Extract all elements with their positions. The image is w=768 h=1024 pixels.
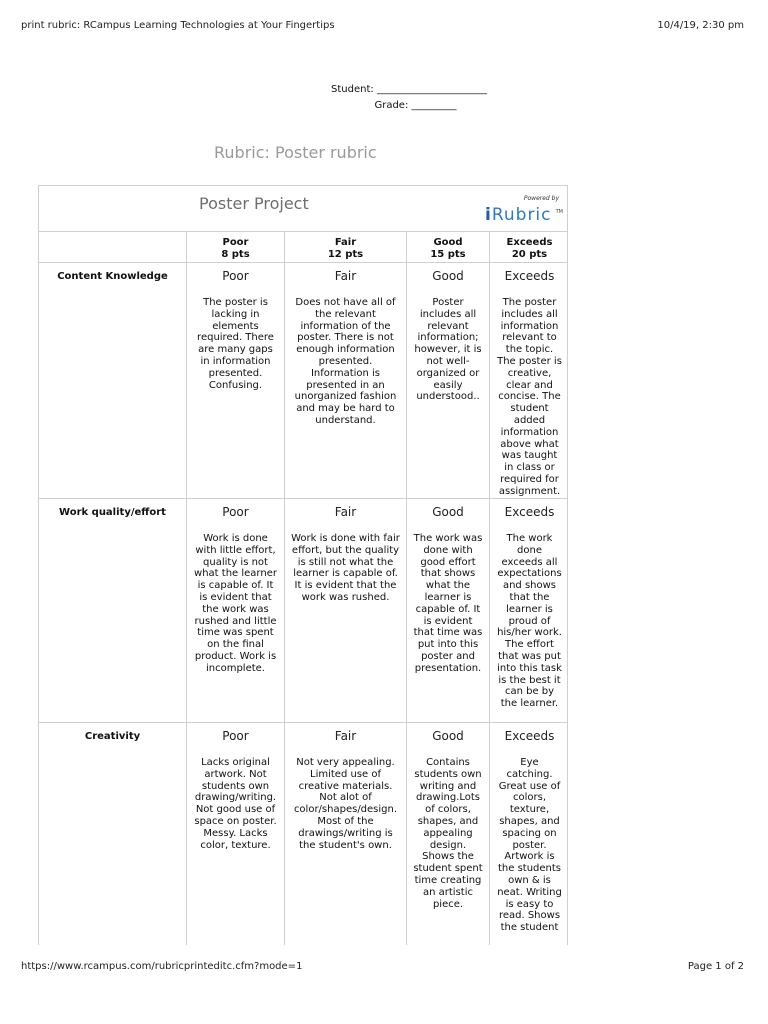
rubric-cell: Exceeds The work done exceeds all expectations and shows that the learner is proud of his/her work. The effort that was put into this task is the best it can be by the learner. <box>490 499 569 723</box>
student-field: Student: ______________________ <box>331 84 487 95</box>
rubric-cell: Good The work was done with good effort that shows what the learner is capable of. It is evident that time was put into this poster and presentation. <box>407 499 490 723</box>
column-header-fair: Fair 12 pts <box>285 232 407 263</box>
column-header-good: Good 15 pts <box>407 232 490 263</box>
project-title: Poster Project <box>199 194 309 213</box>
rubric-row-creativity <box>39 723 569 946</box>
powered-by-text: Powered by <box>523 195 559 202</box>
print-datetime: 10/4/19, 2:30 pm <box>657 20 744 31</box>
rubric-row-work-quality <box>39 499 569 723</box>
rubric-cell: Fair Does not have all of the relevant information of the poster. There is not enough information presented. Information is presented in an unorganized fashion and may be hard to understand. <box>285 263 407 499</box>
rubric-cell: Poor Work is done with little effort, quality is not what the learner is capable of. It is evident that the work was rushed and little time was spent on the final product. Work is incomplete. <box>187 499 285 723</box>
rubric-corner-cell <box>39 232 187 263</box>
irubric-logo: Powered by iRubric TM <box>485 195 563 225</box>
criterion-label: Work quality/effort <box>39 499 187 723</box>
rubric-cell: Exceeds The poster includes all information relevant to the topic. The poster is creative, clear and concise. The student added information above what was taught in class or required for assignment. <box>490 263 569 499</box>
rubric-cell: Poor The poster is lacking in elements required. There are many gaps in information presented. Confusing. <box>187 263 285 499</box>
print-url: https://www.rcampus.com/rubricprinteditс.cfm?mode=1 <box>21 961 303 972</box>
rubric-title: Rubric: Poster rubric <box>214 143 377 162</box>
criterion-label: Creativity <box>39 723 187 946</box>
rubric-cell: Exceeds Eye catching. Great use of colors, texture, shapes, and spacing on poster. Artwork is the students own & is neat. Writing is easy to read. Shows the student <box>490 723 569 946</box>
page-number: Page 1 of 2 <box>687 961 744 972</box>
rubric-cell: Poor Lacks original artwork. Not students own drawing/writing. Not good use of space on poster. Messy. Lacks color, texture. <box>187 723 285 946</box>
rubric-table <box>38 231 568 945</box>
rubric-cell: Good Contains students own writing and drawing.Lots of colors, shapes, and appealing design. Shows the student spent time creating an artistic piece. <box>407 723 490 946</box>
rubric-cell: Fair Not very appealing. Limited use of creative materials. Not alot of color/shapes/design. Most of the drawings/writing is the student's own. <box>285 723 407 946</box>
rubric-header-row <box>39 232 569 263</box>
criterion-label: Content Knowledge <box>39 263 187 499</box>
column-header-poor: Poor 8 pts <box>187 232 285 263</box>
rubric-row-content-knowledge <box>39 263 569 499</box>
print-page-title: print rubric: RCampus Learning Technologies at Your Fingertips <box>21 20 335 31</box>
column-header-exceeds: Exceeds 20 pts <box>490 232 569 263</box>
grade-field: Grade: _________ <box>374 100 457 111</box>
rubric-container <box>38 185 568 945</box>
rubric-cell: Fair Work is done with fair effort, but the quality is still not what the learner is capable of. It is evident that the work was rushed. <box>285 499 407 723</box>
rubric-cell: Good Poster includes all relevant information; however, it is not well-organized or easily understood.. <box>407 263 490 499</box>
